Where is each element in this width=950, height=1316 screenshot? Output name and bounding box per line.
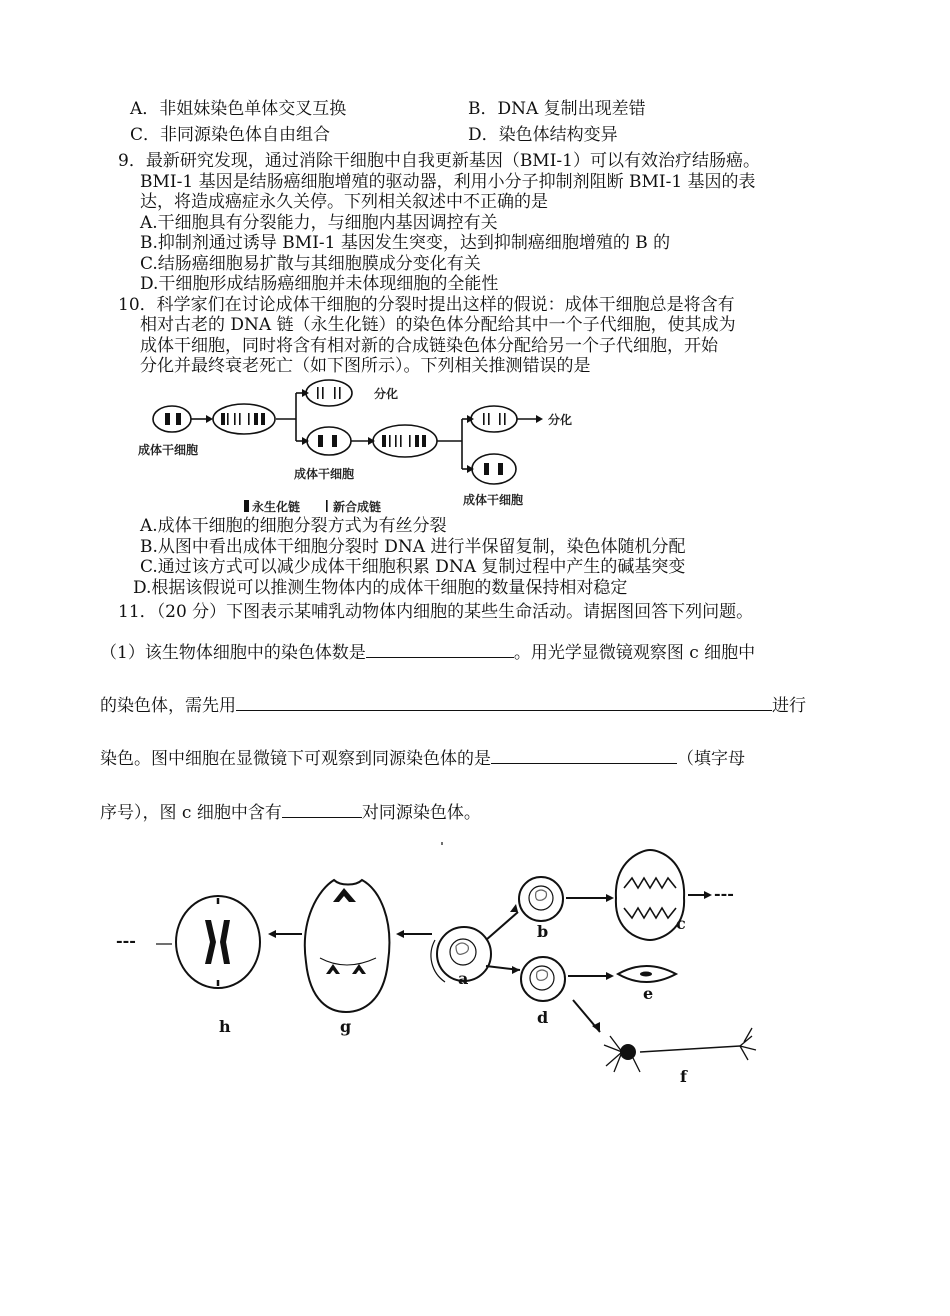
q11-text: （1）该生物体细胞中的染色体数是 xyxy=(100,643,366,663)
stem-cell-1 xyxy=(153,406,191,432)
q8-option-b: B．DNA 复制出现差错 xyxy=(468,99,646,119)
q9-stem-line2: BMI-1 基因是结肠癌细胞增殖的驱动器，利用小分子抑制剂阻断 BMI-1 基因的表 xyxy=(140,172,756,192)
q11-part1-line2 xyxy=(100,693,806,716)
label-b: b xyxy=(537,922,549,941)
label-a: a xyxy=(458,969,469,988)
q9-option-c: C.结肠癌细胞易扩散与其细胞膜成分变化有关 xyxy=(140,254,481,274)
q11-text: （填字母 xyxy=(677,749,745,769)
q10-option-b: B.从图中看出成体干细胞分裂时 DNA 进行半保留复制，染色体随机分配 xyxy=(140,537,686,557)
q9-stem-line3: 达，将造成癌症永久关停。下列相关叙述中不正确的是 xyxy=(140,192,548,212)
cell-h xyxy=(176,896,260,988)
q10-stem-line2: 相对古老的 DNA 链（永生化链）的染色体分配给其中一个子代细胞，使其成为 xyxy=(140,315,736,335)
label-c: c xyxy=(676,914,686,933)
q9-option-d: D.干细胞形成结肠癌细胞并未体现细胞的全能性 xyxy=(140,274,499,294)
stem-cell-2 xyxy=(307,427,351,455)
q11-text: 序号），图 c 细胞中含有 xyxy=(100,803,282,823)
differentiating-cell-2 xyxy=(471,406,517,432)
q10-stem-line3: 成体干细胞，同时将含有相对新的合成链染色体分配给另一个子代细胞，开始 xyxy=(140,336,718,356)
q11-text: 染色。图中细胞在显微镜下可观察到同源染色体的是 xyxy=(100,749,491,769)
q9-option-a: A.干细胞具有分裂能力，与细胞内基因调控有关 xyxy=(140,213,498,233)
q11-text: 对同源染色体。 xyxy=(361,803,481,823)
continuation-dots-left: --- xyxy=(116,931,136,950)
answer-blank-stain[interactable] xyxy=(236,693,772,711)
q10-option-c: C.通过该方式可以减少成体干细胞积累 DNA 复制过程中产生的碱基突变 xyxy=(140,557,686,577)
answer-blank-homologous-cells[interactable] xyxy=(491,746,677,764)
q9-stem-line1: 9．最新研究发现，通过消除干细胞中自我更新基因（BMI-1）可以有效治疗结肠癌。 xyxy=(118,151,760,171)
stem-cell-division-figure xyxy=(0,0,950,520)
answer-blank-homologous-pairs[interactable] xyxy=(282,800,362,818)
cell-life-activities-figure xyxy=(0,840,950,1100)
differentiating-cell-1 xyxy=(306,380,352,406)
stem-cell-3 xyxy=(472,454,516,484)
answer-blank-chromosome-count[interactable] xyxy=(366,640,514,658)
label-e: e xyxy=(643,984,654,1003)
legend-immortal-strand: 永生化链 xyxy=(252,500,301,514)
q11-part1-line3 xyxy=(100,746,745,769)
q11-part1-line4 xyxy=(100,800,481,823)
label-stem-cell-3: 成体干细胞 xyxy=(463,493,524,507)
label-d: d xyxy=(537,1008,549,1027)
label-h: h xyxy=(219,1017,231,1036)
q11-text: 。用光学显微镜观察图 c 细胞中 xyxy=(513,643,756,663)
label-differentiate-2: 分化 xyxy=(548,413,573,427)
q9-option-b: B.抑制剂通过诱导 BMI-1 基因发生突变，达到抑制癌细胞增殖的 B 的 xyxy=(140,233,671,253)
cell-g xyxy=(305,880,390,1012)
label-differentiate-1: 分化 xyxy=(374,387,399,401)
cell-f xyxy=(620,1044,636,1060)
cell-d xyxy=(521,957,565,1001)
q8-option-c: C．非同源染色体自由组合 xyxy=(130,125,331,145)
q10-option-d: D.根据该假说可以推测生物体内的成体干细胞的数量保持相对稳定 xyxy=(133,578,628,598)
q11-text: 的染色体，需先用 xyxy=(100,696,236,716)
label-stem-cell-1: 成体干细胞 xyxy=(138,443,199,457)
label-stem-cell-2: 成体干细胞 xyxy=(294,467,355,481)
legend-new-strand: 新合成链 xyxy=(333,500,382,514)
cell-c xyxy=(616,850,684,940)
q11-text: 进行 xyxy=(772,696,806,716)
q8-option-a: A．非姐妹染色单体交叉互换 xyxy=(130,99,347,119)
q11-part1-line1 xyxy=(100,640,755,663)
q11-stem: 11．（20 分）下图表示某哺乳动物体内细胞的某些生命活动。请据图回答下列问题。 xyxy=(118,602,754,622)
label-g: g xyxy=(340,1017,352,1036)
cell-b xyxy=(519,877,563,921)
q10-stem-line4: 分化并最终衰老死亡（如下图所示）。下列相关推测错误的是 xyxy=(140,356,591,376)
continuation-dots-right: --- xyxy=(714,884,734,903)
q10-option-a: A.成体干细胞的细胞分裂方式为有丝分裂 xyxy=(140,516,447,536)
q8-option-d: D．染色体结构变异 xyxy=(468,125,618,145)
label-f: f xyxy=(680,1067,687,1086)
q10-stem-line1: 10．科学家们在讨论成体干细胞的分裂时提出这样的假说：成体干细胞总是将含有 xyxy=(118,295,735,315)
